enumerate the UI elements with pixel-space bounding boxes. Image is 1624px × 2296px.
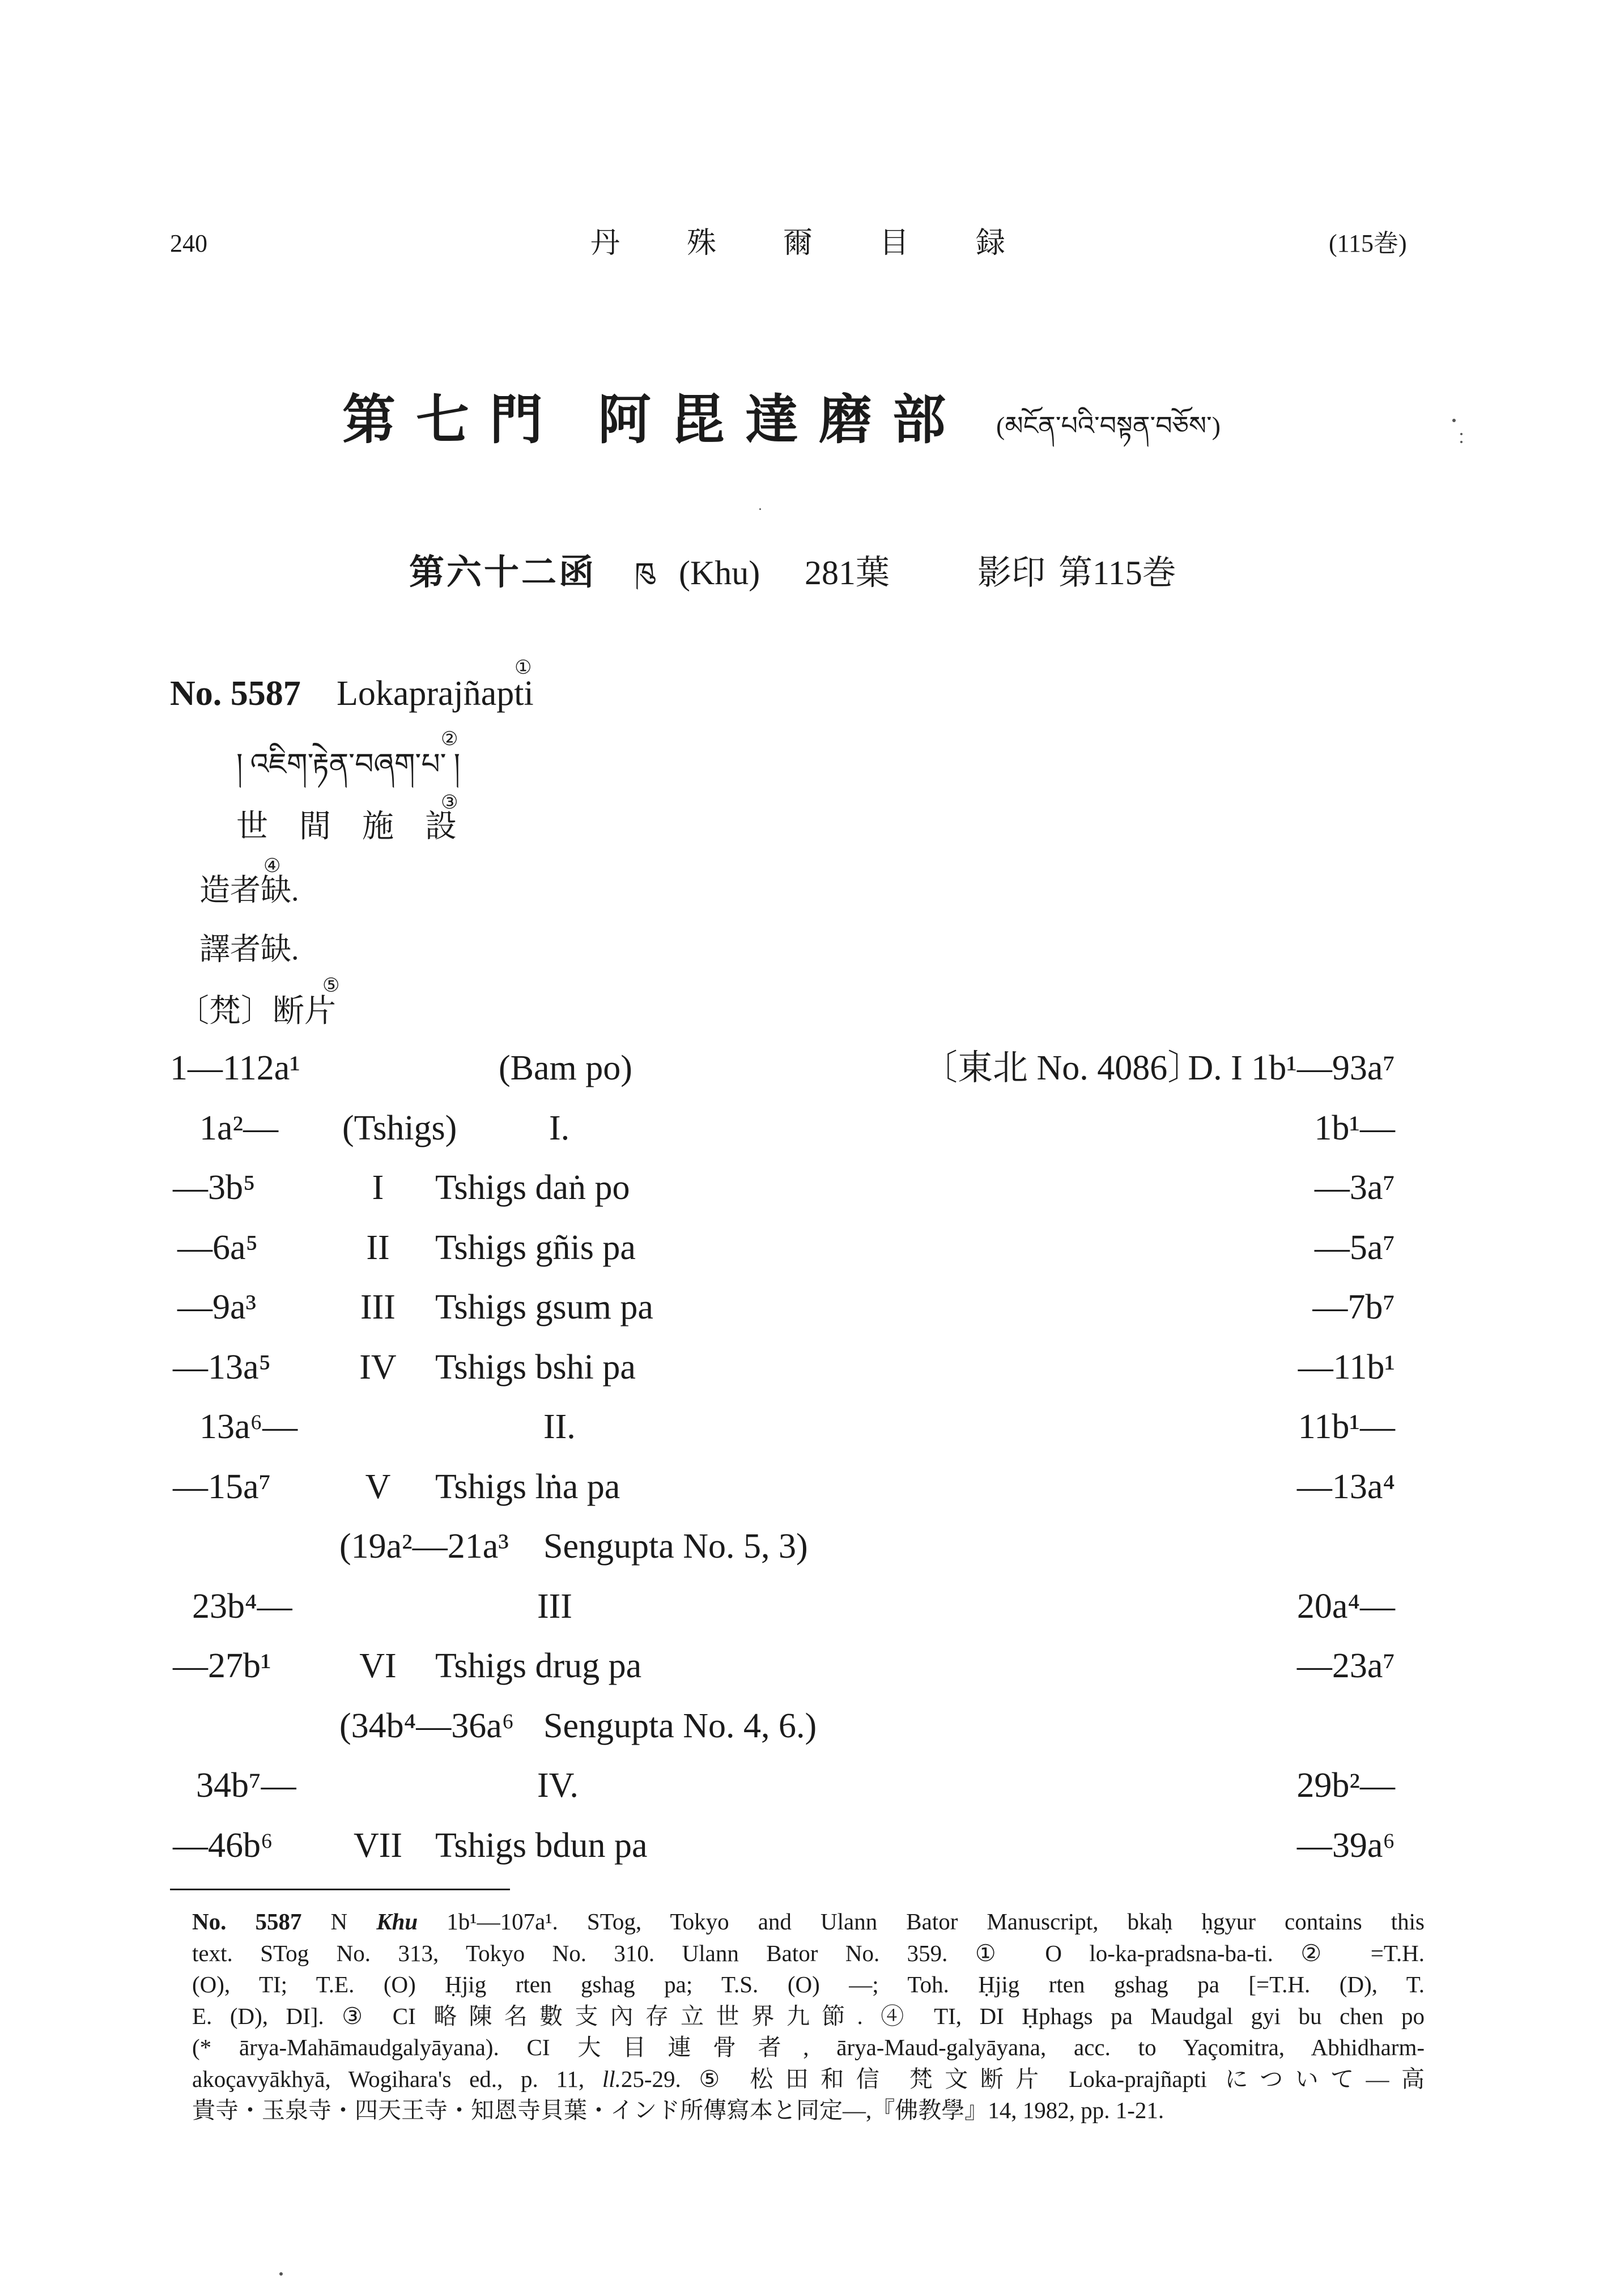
folio: —46b⁶ xyxy=(173,1826,273,1865)
section-title: IV. xyxy=(537,1766,579,1805)
section-title: Tshigs lṅa pa xyxy=(435,1467,620,1506)
derge-range: 1b¹— xyxy=(1314,1108,1395,1147)
section-title: Tshigs daṅ po xyxy=(435,1168,630,1207)
footnote-sigla: N xyxy=(301,1908,377,1934)
footnote-line: E. (D), DI]. ③ CI 略陳名數支內存立世界九節. ④ TI, DI Ḥphags pa Maudgal gyi bu chen po xyxy=(192,2002,1425,2029)
table-row xyxy=(0,1397,1624,1457)
derge-range: —23a⁷ xyxy=(1296,1647,1395,1685)
sanskrit-folio-range: (34b⁴—36a⁶ xyxy=(339,1706,515,1745)
entry-author: 造者缺. xyxy=(199,873,299,907)
section-numeral: IV xyxy=(359,1347,397,1387)
table-row xyxy=(0,1636,1624,1697)
section-title: Tshigs bshi pa xyxy=(435,1347,636,1387)
entry-sanskrit: 〔梵〕断片 xyxy=(177,994,336,1029)
section-title: Tshigs bdun pa xyxy=(435,1826,648,1865)
note-mark-5: ⑤ xyxy=(322,974,340,997)
entry-chinese-title: 世間施設 xyxy=(236,809,488,844)
case-romanized: (Khu) xyxy=(679,554,760,592)
derge-range: —39a⁶ xyxy=(1296,1826,1395,1865)
section-title-part1: 第七門 xyxy=(342,391,564,450)
footnote-text: 1b¹—107a¹. STog, Tokyo and Ulann Bator Manuscript, bkaḥ ḥgyur contains this xyxy=(418,1908,1425,1934)
entry-number: No. 5587 xyxy=(170,674,301,713)
folio: 1a²— xyxy=(199,1108,279,1147)
table-row xyxy=(0,1099,1624,1159)
derge-range: 11b¹— xyxy=(1298,1408,1395,1446)
volume-label: (115巻) xyxy=(1329,229,1407,257)
section-numeral: VI xyxy=(359,1647,397,1685)
scan-speck xyxy=(279,2272,283,2276)
folio: 34b⁷— xyxy=(196,1766,296,1805)
folio: —9a³ xyxy=(177,1288,257,1326)
section-title: Tshigs gsum pa xyxy=(435,1288,653,1326)
footnote-lines-abbrev: ll. xyxy=(602,2065,621,2092)
sanskrit-folio-range: (19a²—21a³ xyxy=(339,1527,509,1566)
footnote-line xyxy=(192,1906,1425,1938)
section-numeral: VII xyxy=(353,1826,403,1865)
page-number: 240 xyxy=(170,229,207,257)
derge-range: —13a⁴ xyxy=(1296,1467,1395,1506)
footnote-text: 25-29. ⑤ 松田和信 梵文断片 Loka-prajñapti について—高 xyxy=(620,2065,1425,2092)
footnote-line xyxy=(192,2064,1425,2095)
table-row xyxy=(0,1756,1624,1816)
section-title: I. xyxy=(549,1108,570,1147)
folio: —15a⁷ xyxy=(173,1467,271,1506)
section-label: (Tshigs) xyxy=(342,1108,457,1147)
sengupta-reference: Sengupta No. 4, 6.) xyxy=(543,1706,817,1745)
footnote-entry-number: No. 5587 xyxy=(192,1908,302,1934)
footnote xyxy=(192,1906,1425,2127)
section-title: III xyxy=(537,1587,572,1626)
case-tibetan-letter: ཁུ xyxy=(635,557,654,589)
entry-title: Lokaprajñapti xyxy=(337,674,534,713)
section-title-part2: 阿毘達磨部 xyxy=(598,391,967,450)
table-row xyxy=(0,1278,1624,1338)
running-title: 丹殊爾目録 xyxy=(590,227,1073,260)
table-row xyxy=(0,1697,1624,1757)
scan-speck xyxy=(1460,441,1463,443)
facsimile-volume: 第115巻 xyxy=(1058,554,1176,592)
note-mark-3: ③ xyxy=(441,791,458,814)
note-mark-4: ④ xyxy=(263,854,281,877)
note-mark-2: ② xyxy=(441,728,458,750)
derge-range: D. I 1b¹—93a⁷ xyxy=(1188,1049,1395,1087)
footnote-text: akoçavyākhyā, Wogihara's ed., p. 11, xyxy=(192,2065,602,2092)
case-label: 第六十二函 xyxy=(409,554,597,592)
folio: —13a⁵ xyxy=(173,1347,271,1387)
folio-table xyxy=(0,1039,1624,1876)
table-row xyxy=(0,1457,1624,1517)
derge-range: 20a⁴— xyxy=(1296,1587,1395,1626)
table-row xyxy=(0,1338,1624,1398)
derge-range: —3a⁷ xyxy=(1314,1168,1395,1207)
folio: —3b⁵ xyxy=(173,1168,256,1207)
folio: 1—112a¹ xyxy=(170,1049,300,1087)
case-leaves: 281葉 xyxy=(805,554,890,592)
footnote-line: text. STog No. 313, Tokyo No. 310. Ulann Bator No. 359. ① O lo-ka-pradsna-ba-ti. ② =T.H. xyxy=(192,1940,1425,1966)
footnote-line: (O), TI; T.E. (O) Ḥjig rten gshag pa; T.S. (O) —; Toh. Ḥjig rten gshag pa [=T.H. (D), T. xyxy=(192,1971,1425,1997)
folio: 23b⁴— xyxy=(192,1587,292,1626)
table-row xyxy=(0,1577,1624,1637)
section-numeral: V xyxy=(365,1467,391,1506)
entry-tibetan-title: ། འཇིག་རྟེན་བཞག་པ་ ། xyxy=(236,749,461,781)
footnote-line: (* ārya-Mahāmaudgalyāyana). CI 大目連骨者, ārya-Maud-galyāyana, acc. to Yaçomitra, Abhidharm- xyxy=(192,2034,1425,2060)
sengupta-reference: Sengupta No. 5, 3) xyxy=(543,1527,808,1566)
folio: —6a⁵ xyxy=(177,1228,258,1267)
footnote-rule xyxy=(170,1889,510,1890)
derge-range: —11b¹ xyxy=(1298,1347,1395,1387)
scan-speck xyxy=(759,508,761,510)
section-title: Tshigs drug pa xyxy=(435,1647,642,1685)
section-title: (Bam po) xyxy=(499,1049,632,1087)
note-mark-1: ① xyxy=(515,656,532,679)
table-row xyxy=(0,1517,1624,1577)
section-title: Tshigs gñis pa xyxy=(435,1228,636,1267)
entry-translator: 譯者缺. xyxy=(199,932,299,966)
section-title: II. xyxy=(543,1408,576,1446)
table-row xyxy=(0,1039,1624,1099)
table-row xyxy=(0,1158,1624,1218)
facsimile-label: 影印 xyxy=(977,554,1045,592)
table-row xyxy=(0,1816,1624,1876)
scan-speck xyxy=(1452,419,1456,422)
section-numeral: III xyxy=(360,1288,396,1326)
derge-range: —5a⁷ xyxy=(1314,1228,1395,1267)
section-numeral: I xyxy=(372,1168,384,1207)
derge-range: 29b²— xyxy=(1296,1766,1395,1805)
footnote-line: 貴寺・玉泉寺・四天王寺・知恩寺貝葉・インド所傳寫本と同定—,『佛教學』14, 1982, pp. 1-21. xyxy=(192,2097,1164,2123)
table-row xyxy=(0,1218,1624,1278)
folio: —27b¹ xyxy=(173,1647,271,1685)
scan-speck xyxy=(1460,433,1463,435)
derge-range: —7b⁷ xyxy=(1312,1288,1395,1326)
concordance: 〔東北 No. 4086〕 xyxy=(922,1049,1203,1087)
section-title-tibetan: (མངོན་པའི་བསྟན་བཅོས་) xyxy=(996,411,1221,440)
footnote-volume: Khu xyxy=(376,1908,418,1934)
folio: 13a⁶— xyxy=(199,1408,298,1446)
section-numeral: II xyxy=(366,1228,390,1267)
